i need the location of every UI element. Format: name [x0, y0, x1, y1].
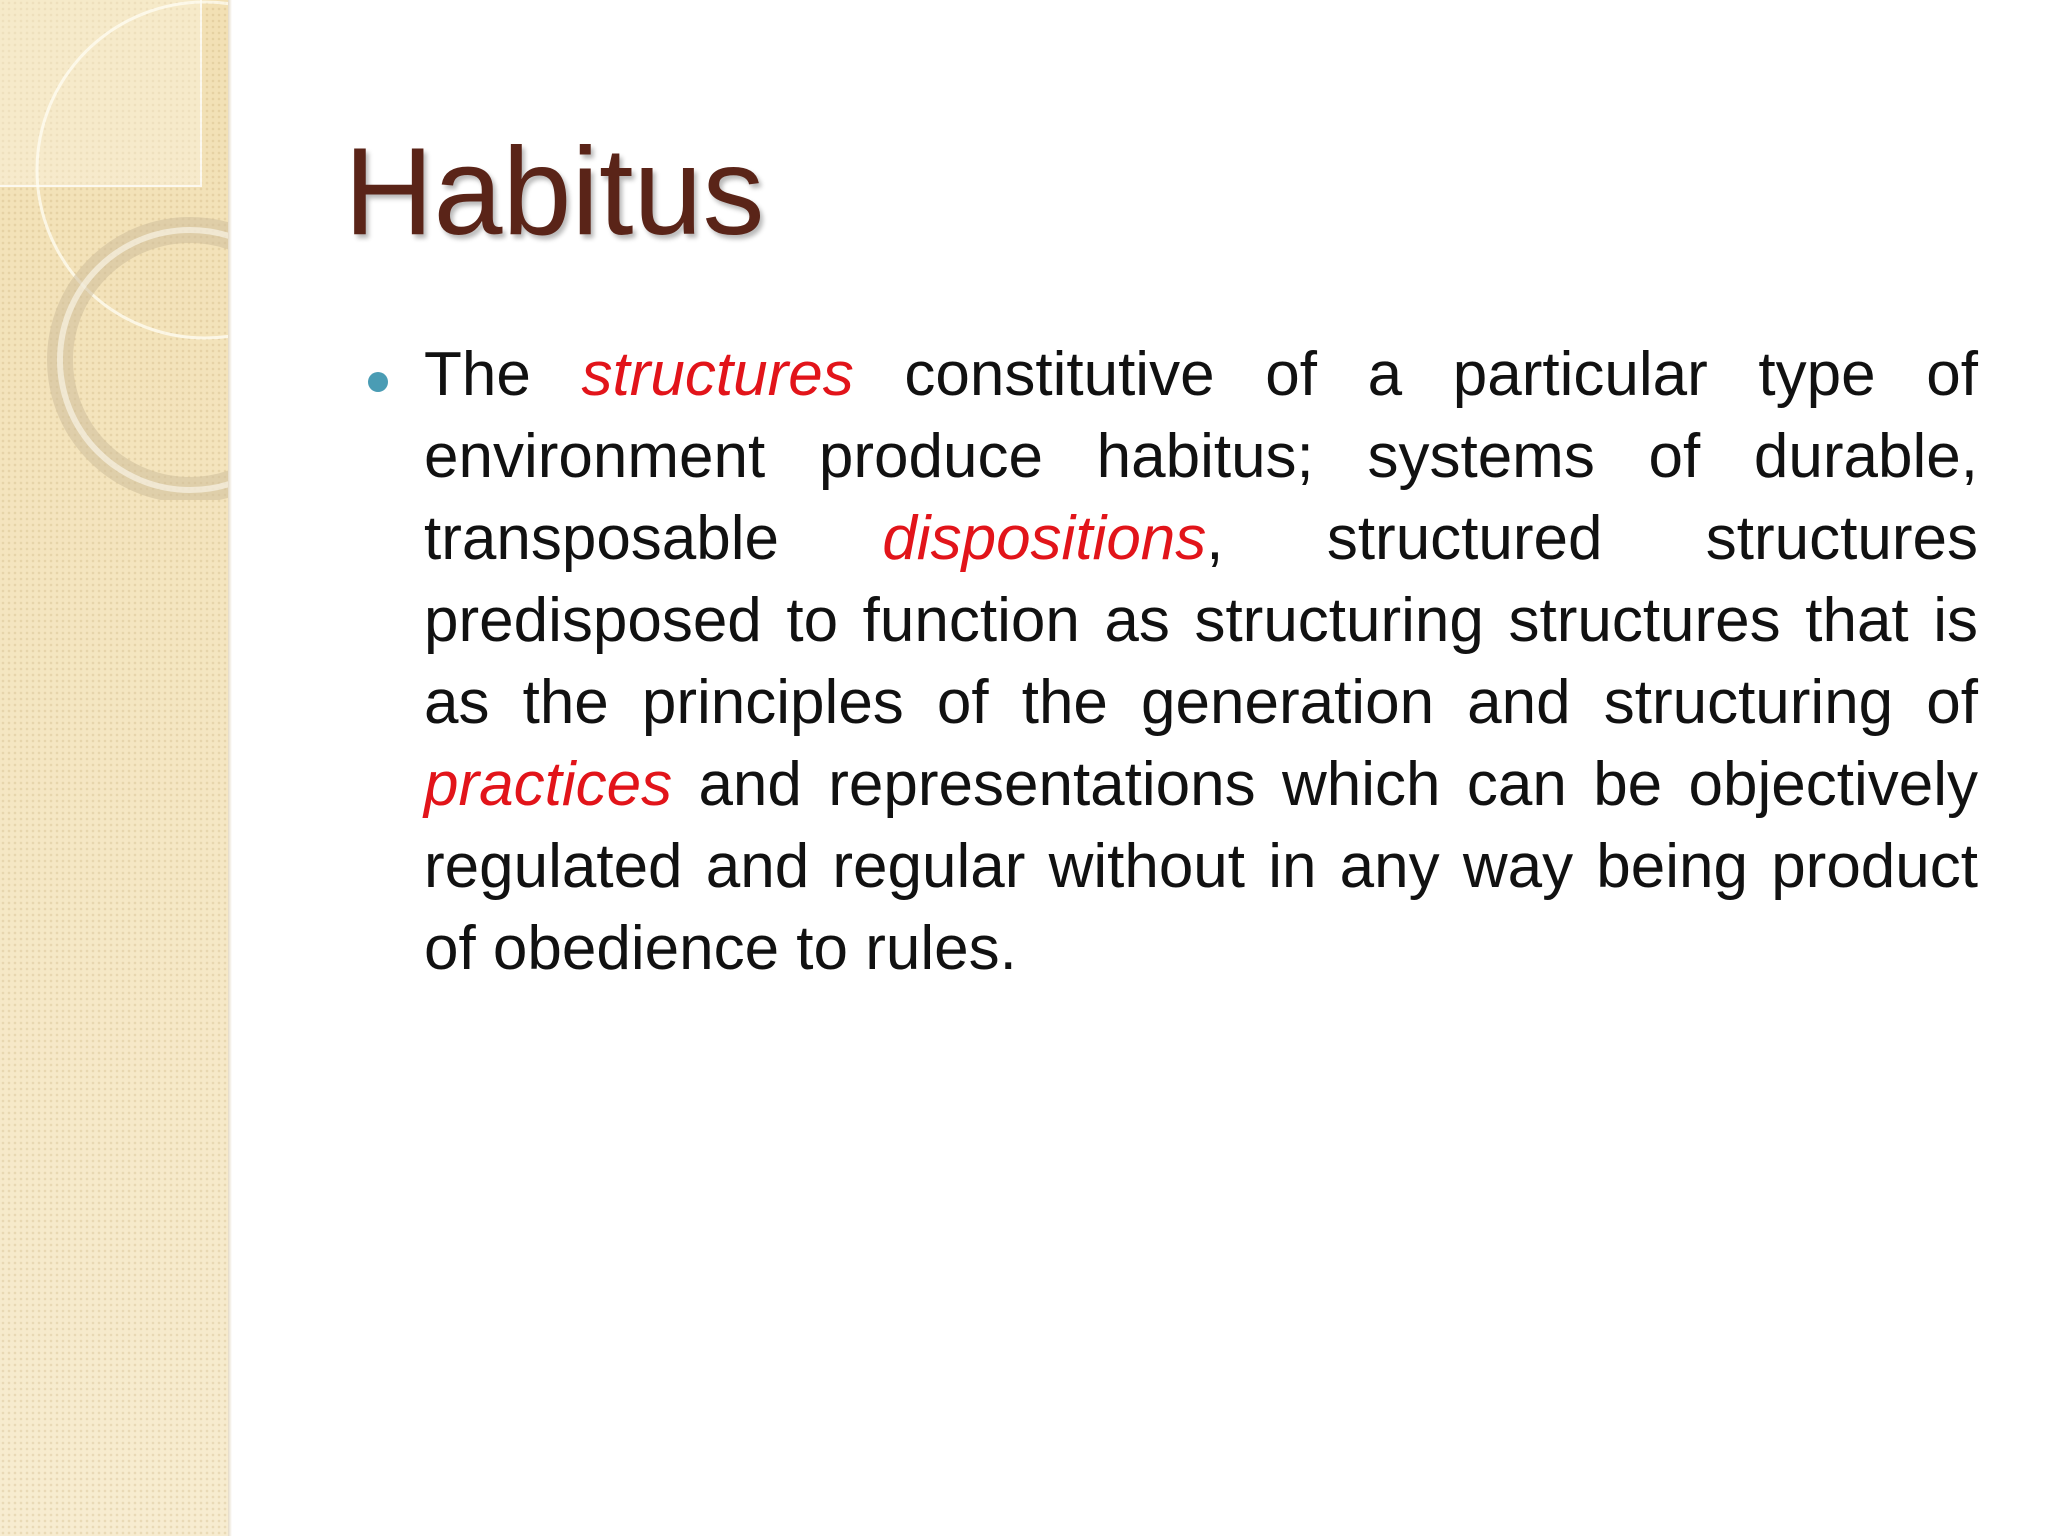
bullet-list [364, 334, 1978, 990]
bullet-dot-icon [368, 372, 388, 392]
bullet-text [424, 334, 1978, 990]
bullet-segment-plain: and representations which can be objectively regulated and regular without in any way being product of obedience to rules. [424, 750, 1978, 983]
bullet-item [364, 334, 1978, 990]
bullet-segment-plain: The [424, 340, 582, 409]
decorative-sidebar [0, 0, 228, 1536]
slide-title: Habitus [344, 123, 765, 261]
bullet-segment-emphasis: structures [581, 340, 854, 409]
sidebar-edge [228, 0, 232, 1536]
bullet-segment-emphasis: practices [424, 750, 673, 819]
bullet-segment-emphasis: dispositions [882, 504, 1207, 573]
bullet-segment-plain: constitutive of a particular type of environment produce habitus; systems of durable, transposable [424, 340, 1978, 573]
decorative-rings-icon [0, 0, 228, 500]
bullet-segment-plain: , structured structures predisposed to function as structuring structures that is as the principles of the generation and structuring of [424, 504, 1978, 737]
